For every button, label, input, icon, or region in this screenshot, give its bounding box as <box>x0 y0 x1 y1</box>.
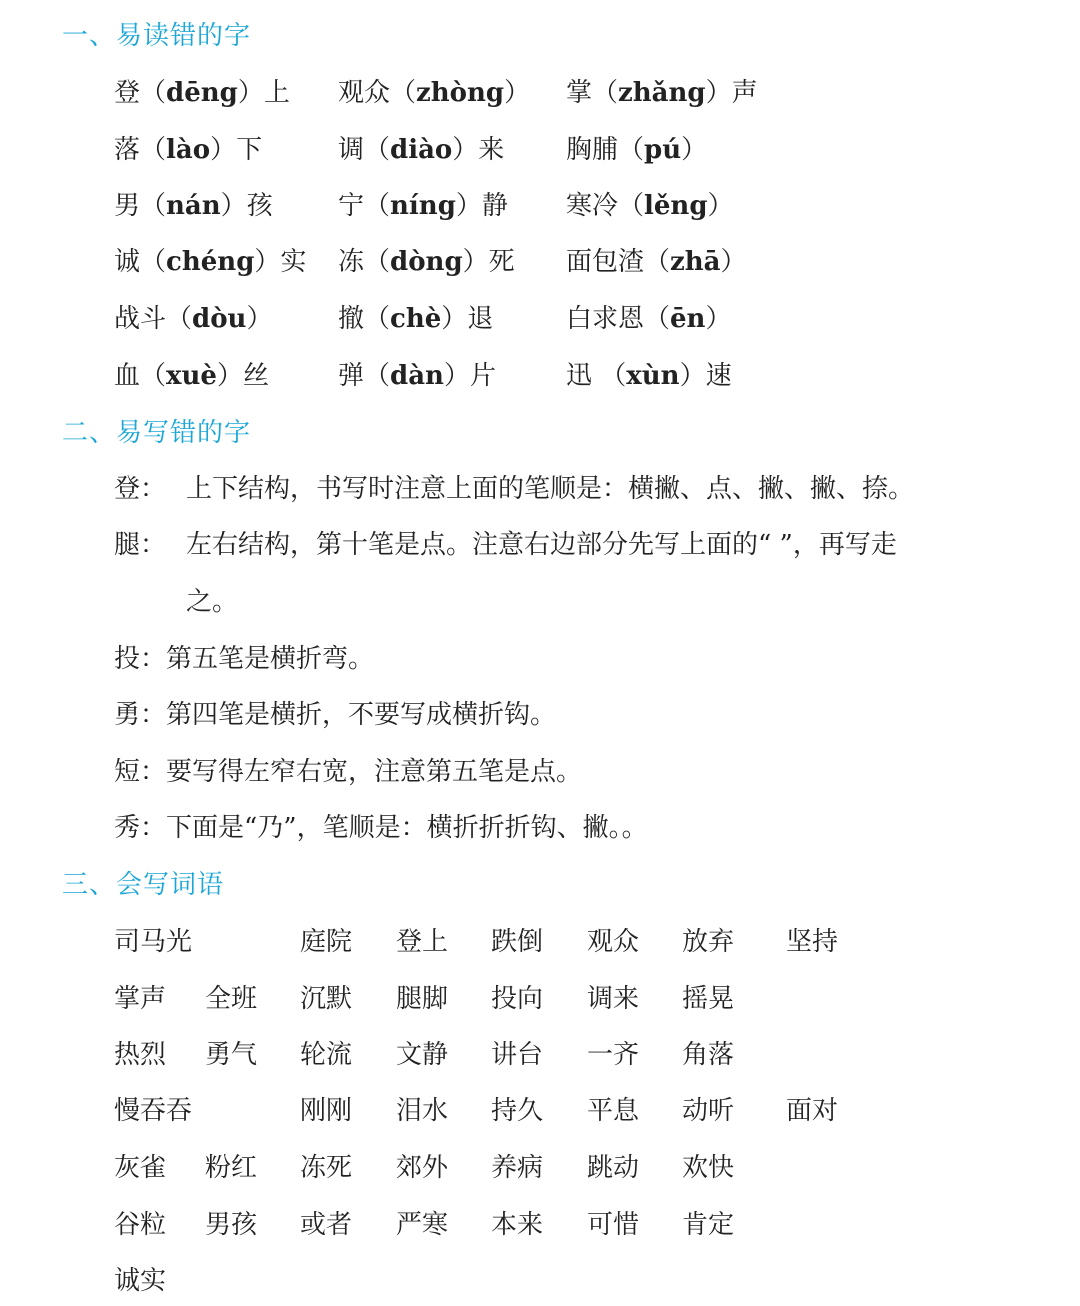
reading-entry <box>338 299 493 339</box>
entry-chars-before: 撤（ <box>338 304 391 334</box>
word-item: 欢快 <box>682 1153 735 1183</box>
entry-pinyin: chè <box>390 304 442 334</box>
note-text: 第五笔是横折弯。 <box>166 644 375 674</box>
word-item: 摇晃 <box>682 984 735 1014</box>
word-item: 文静 <box>396 1040 449 1070</box>
reading-row <box>0 356 1080 396</box>
word-item: 腿脚 <box>396 984 449 1014</box>
word-item: 本来 <box>491 1210 544 1240</box>
entry-chars-after: ）声 <box>705 78 758 108</box>
writing-note <box>114 525 897 565</box>
reading-row <box>0 186 1080 226</box>
entry-chars-after: ）片 <box>443 361 496 391</box>
entry-pinyin: zhā <box>670 247 721 277</box>
entry-chars-before: 登（ <box>114 78 167 108</box>
word-item: 灰雀 <box>114 1153 167 1183</box>
entry-chars-before: 胸脯（ <box>566 135 645 165</box>
entry-chars-after: ）丝 <box>216 361 269 391</box>
word-item: 登上 <box>396 927 449 957</box>
word-item: 讲台 <box>491 1040 544 1070</box>
entry-chars-after: ）静 <box>455 191 508 221</box>
reading-entry <box>114 299 272 339</box>
entry-pinyin: níng <box>390 191 456 221</box>
word-item: 司马光 <box>114 927 193 957</box>
word-item: 谷粒 <box>114 1210 167 1240</box>
entry-chars-after: ）速 <box>679 361 732 391</box>
entry-pinyin: ēn <box>670 304 706 334</box>
entry-chars-after: ） <box>707 191 734 221</box>
entry-chars-before: 面包渣（ <box>566 247 671 277</box>
writing-note <box>114 639 374 679</box>
word-item: 放弃 <box>682 927 735 957</box>
note-text: 之。 <box>186 587 239 617</box>
word-item: 刚刚 <box>300 1096 353 1126</box>
word-item: 一齐 <box>587 1040 640 1070</box>
reading-entry <box>566 356 732 396</box>
entry-chars-after: ）退 <box>441 304 494 334</box>
writing-note <box>114 808 648 848</box>
entry-chars-after: ） <box>246 304 273 334</box>
reading-entry <box>338 73 530 113</box>
note-char-label: 勇： <box>114 700 167 730</box>
word-row <box>0 1261 1080 1301</box>
word-item: 跌倒 <box>491 927 544 957</box>
writing-note <box>186 582 238 622</box>
entry-chars-after: ）死 <box>462 247 515 277</box>
word-item: 观众 <box>587 927 640 957</box>
reading-entry <box>566 299 731 339</box>
word-item: 角落 <box>682 1040 735 1070</box>
reading-entry <box>566 242 747 282</box>
word-item: 肯定 <box>682 1210 735 1240</box>
word-item: 或者 <box>300 1210 353 1240</box>
word-item: 慢吞吞 <box>114 1096 193 1126</box>
word-item: 投向 <box>491 984 544 1014</box>
entry-chars-before: 寒冷（ <box>566 191 645 221</box>
entry-chars-after: ） <box>504 78 531 108</box>
entry-chars-before: 落（ <box>114 135 167 165</box>
word-item: 平息 <box>587 1096 640 1126</box>
entry-chars-after: ）实 <box>254 247 307 277</box>
entry-chars-after: ） <box>681 135 708 165</box>
note-char-label: 秀： <box>114 813 167 843</box>
entry-pinyin: dàn <box>390 361 444 391</box>
word-item: 庭院 <box>300 927 353 957</box>
entry-pinyin: lào <box>166 135 211 165</box>
entry-chars-after: ）上 <box>237 78 290 108</box>
word-item: 热烈 <box>114 1040 167 1070</box>
entry-pinyin: zhòng <box>416 78 505 108</box>
word-item: 可惜 <box>587 1210 640 1240</box>
note-char-label: 腿： <box>114 530 167 560</box>
reading-entry <box>114 130 262 170</box>
word-item: 全班 <box>205 984 258 1014</box>
writing-note <box>114 695 556 735</box>
entry-chars-before: 迅 （ <box>566 361 627 391</box>
word-item: 严寒 <box>396 1210 449 1240</box>
reading-entry <box>114 186 273 226</box>
entry-chars-after: ）下 <box>210 135 263 165</box>
entry-chars-before: 弹（ <box>338 361 391 391</box>
entry-pinyin: diào <box>390 135 453 165</box>
note-char-label: 短： <box>114 757 167 787</box>
note-text: 要写得左窄右宽，注意第五笔是点。 <box>166 757 583 787</box>
note-text: 下面是“乃”，笔顺是：横折折折钩、撇。。 <box>166 813 648 843</box>
word-item: 勇气 <box>205 1040 258 1070</box>
entry-chars-before: 血（ <box>114 361 167 391</box>
entry-pinyin: dòu <box>192 304 247 334</box>
word-row <box>0 1035 1080 1075</box>
note-char-label: 投： <box>114 644 167 674</box>
note-text: 左右结构，第十笔是点。注意右边部分先写上面的“ ”，再写走 <box>186 530 897 560</box>
entry-chars-before: 观众（ <box>338 78 417 108</box>
reading-entry <box>114 73 290 113</box>
note-text: 上下结构，书写时注意上面的笔顺是：横撇、点、撇、撇、捺。 <box>186 474 915 504</box>
entry-chars-after: ）孩 <box>220 191 273 221</box>
entry-pinyin: dòng <box>390 247 463 277</box>
word-item: 轮流 <box>300 1040 353 1070</box>
reading-entry <box>338 130 504 170</box>
entry-chars-before: 掌（ <box>566 78 619 108</box>
section2-heading: 二、易写错的字 <box>62 418 252 448</box>
word-row <box>0 922 1080 962</box>
reading-entry <box>114 356 269 396</box>
writing-note <box>114 469 914 509</box>
entry-chars-before: 男（ <box>114 191 167 221</box>
entry-pinyin: chéng <box>166 247 255 277</box>
note-char-label: 登： <box>114 474 167 504</box>
word-item: 郊外 <box>396 1153 449 1183</box>
entry-chars-before: 调（ <box>338 135 391 165</box>
reading-row <box>0 73 1080 113</box>
word-item: 掌声 <box>114 984 167 1014</box>
entry-chars-after: ） <box>720 247 747 277</box>
reading-entry <box>338 186 508 226</box>
word-item: 诚实 <box>114 1266 167 1296</box>
reading-entry <box>566 186 734 226</box>
entry-chars-before: 白求恩（ <box>566 304 671 334</box>
section1-heading: 一、易读错的字 <box>62 21 252 51</box>
entry-pinyin: pú <box>644 135 682 165</box>
word-item: 调来 <box>587 984 640 1014</box>
entry-pinyin: lěng <box>644 191 708 221</box>
reading-entry <box>114 242 306 282</box>
entry-chars-after: ）来 <box>452 135 505 165</box>
note-text: 第四笔是横折，不要写成横折钩。 <box>166 700 557 730</box>
word-item: 跳动 <box>587 1153 640 1183</box>
entry-pinyin: nán <box>166 191 221 221</box>
word-item: 持久 <box>491 1096 544 1126</box>
reading-row <box>0 130 1080 170</box>
entry-chars-before: 宁（ <box>338 191 391 221</box>
reading-row <box>0 299 1080 339</box>
word-item: 面对 <box>786 1096 839 1126</box>
writing-note <box>114 752 582 792</box>
word-row <box>0 1205 1080 1245</box>
word-row <box>0 979 1080 1019</box>
reading-entry <box>338 356 496 396</box>
reading-entry <box>338 242 515 282</box>
reading-row <box>0 242 1080 282</box>
word-row <box>0 1091 1080 1131</box>
word-item: 粉红 <box>205 1153 258 1183</box>
word-item: 泪水 <box>396 1096 449 1126</box>
reading-entry <box>566 130 707 170</box>
reading-entry <box>566 73 758 113</box>
entry-pinyin: dēng <box>166 78 238 108</box>
word-item: 冻死 <box>300 1153 353 1183</box>
entry-chars-before: 战斗（ <box>114 304 193 334</box>
entry-pinyin: xùn <box>626 361 680 391</box>
word-item: 男孩 <box>205 1210 258 1240</box>
word-item: 动听 <box>682 1096 735 1126</box>
word-item: 养病 <box>491 1153 544 1183</box>
word-item: 坚持 <box>786 927 839 957</box>
section3-heading: 三、会写词语 <box>62 870 225 900</box>
entry-pinyin: zhǎng <box>618 78 706 108</box>
entry-chars-before: 冻（ <box>338 247 391 277</box>
entry-chars-before: 诚（ <box>114 247 167 277</box>
word-row <box>0 1148 1080 1188</box>
word-item: 沉默 <box>300 984 353 1014</box>
entry-pinyin: xuè <box>166 361 217 391</box>
entry-chars-after: ） <box>705 304 732 334</box>
